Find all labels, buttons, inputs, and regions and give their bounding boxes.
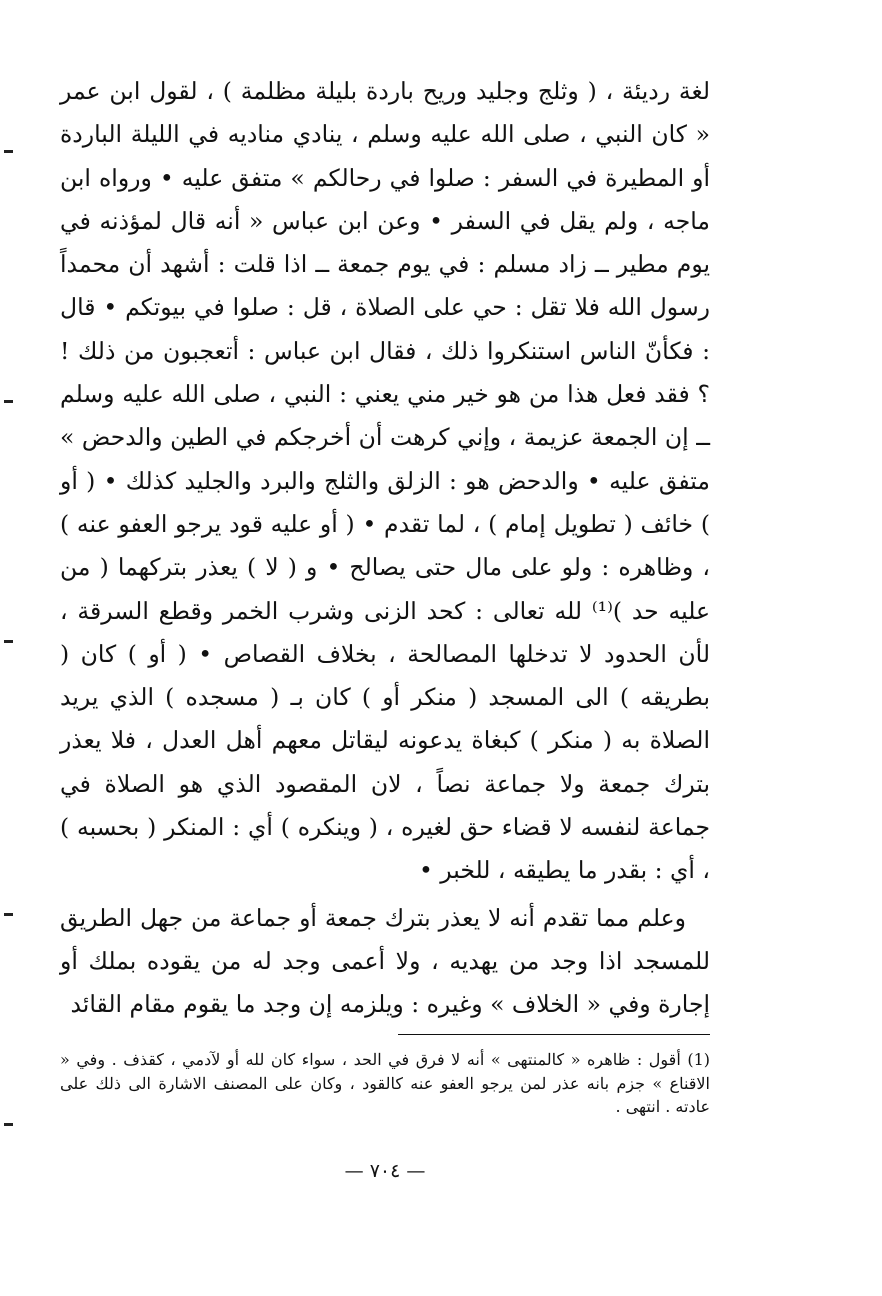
paragraph: لغة رديئة ، ( وثلج وجليد وريح باردة بليلة مظلمة ) ، لقول ابن عمر « كان النبي ، صلى الله عليه وسلم ، ينادي مناديه في الليلة الباردة أو المطيرة في السفر : صلوا في رحالكم » متفق عليه • ورواه ابن ماجه ، ولم يقل في السفر • وعن ابن عباس « أنه قال لمؤذنه في يوم مطير ــ زاد مسلم : في يوم جمعة ــ اذا قلت : أشهد أن محمداً رسول الله فلا تقل : حي على الصلاة ، قل : صلوا في بيوتكم • قال : فكأنّ الناس استنكروا ذلك ، فقال ابن عباس : أتعجبون من ذلك ! ؟ فقد فعل هذا من هو خير مني يعني : النبي ، صلى الله عليه وسلم ــ إن الجمعة عزيمة ، وإني كرهت أن أخرجكم في الطين والدحض » متفق عليه • والدحض هو : الزلق والثلج والبرد والجليد كذلك • ( أو ) خائف ( تطويل إمام ) ، لما تقدم • ( أو عليه قود يرجو العفو عنه ) ، وظاهره : ولو على مال حتى يصالح • و ( لا ) يعذر بتركهما ( من عليه حد )⁽¹⁾ لله تعالى : كحد الزنى وشرب الخمر وقطع السرقة ، لأن الحدود لا تدخلها المصالحة ، بخلاف القصاص • ( أو ) كان ( بطريقه ) الى المسجد ( منكر أو ) كان بـ ( مسجده ) الذي يريد الصلاة به ( منكر ) كبغاة يدعونه ليقاتل معهم أهل العدل ، فلا يعذر بترك جمعة ولا جماعة نصاً ، لان المقصود الذي هو الصلاة في جماعة لنفسه لا قضاء حق لغيره ، ( وينكره ) أي : المنكر ( بحسبه ) ، أي : بقدر ما يطيقه ، للخبر • <box>60 77 710 885</box>
page-number: — ٧٠٤ — <box>344 1160 426 1182</box>
paragraph: وعلم مما تقدم أنه لا يعذر بترك جمعة أو جماعة من جهل الطريق للمسجد اذا وجد من يهديه ، ولا أعمى وجد له من يقوده بملك أو إجارة وفي « الخلاف » وغيره : ويلزمه إن وجد ما يقوم مقام القائد <box>60 903 710 1019</box>
body-text <box>60 70 710 1027</box>
margin-mark <box>4 913 13 916</box>
footnote <box>60 1048 710 1119</box>
margin-mark <box>4 400 13 403</box>
page <box>60 70 710 1182</box>
margin-mark <box>4 640 13 643</box>
footnote-text: (1) أقول : ظاهره « كالمنتهى » أنه لا فرق في الحد ، سواء كان لله أو لآدمي ، كقذف . وفي « الاقناع » جزم بانه عذر لمن يرجو العفو عنه كالقود ، وكان على المصنف الاشارة الى ذلك على عادته . انتهى . <box>60 1050 710 1116</box>
margin-mark <box>4 150 13 153</box>
footnote-divider <box>398 1034 710 1035</box>
margin-mark <box>4 1123 13 1126</box>
